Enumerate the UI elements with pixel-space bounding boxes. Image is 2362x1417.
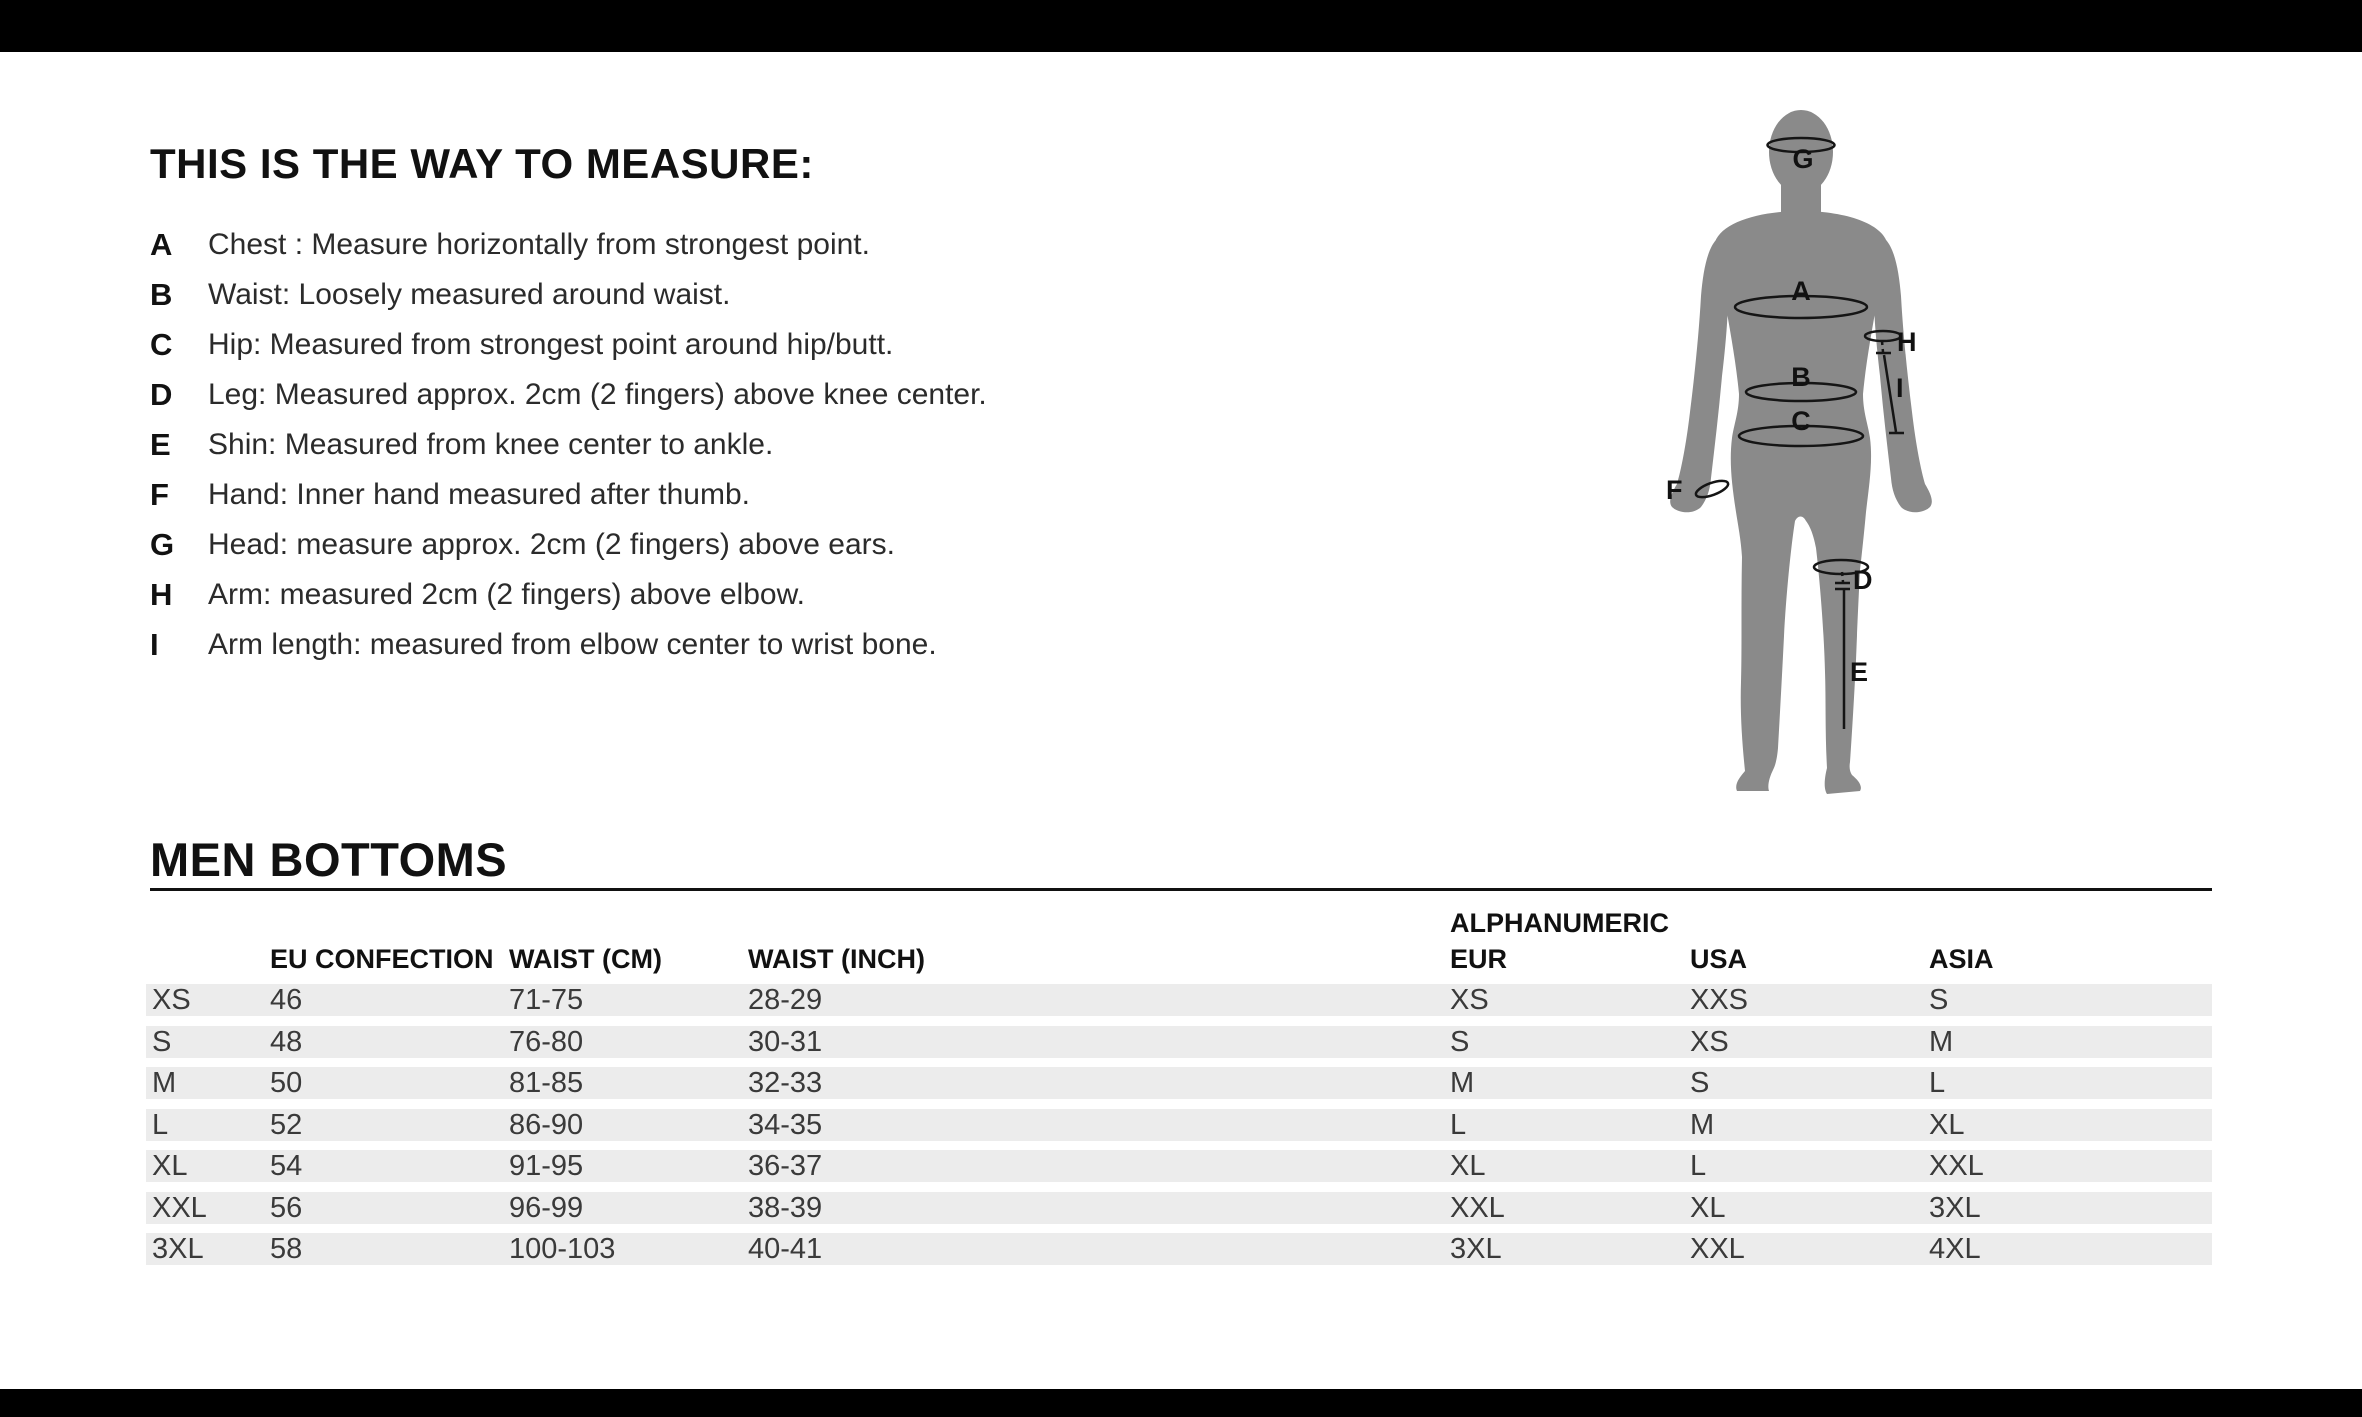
list-item (150, 520, 987, 570)
cell-size: XXL (152, 1192, 207, 1224)
cell-asia: XL (1929, 1109, 1965, 1141)
list-item (150, 620, 987, 670)
cell-eu: 56 (270, 1192, 303, 1224)
cell-waist-inch: 36-37 (748, 1150, 823, 1182)
table-row (146, 1150, 2212, 1182)
column-header-waist-inch: WAIST (INCH) (748, 944, 925, 974)
list-item (150, 420, 987, 470)
table-row (146, 984, 2212, 1016)
list-item (150, 320, 987, 370)
measure-text: Arm length: measured from elbow center to wrist bone. (208, 628, 937, 661)
arm-length-label: I (1896, 373, 1904, 403)
cell-eu: 54 (270, 1150, 303, 1182)
cell-waist-cm: 100-103 (509, 1233, 616, 1265)
cell-usa: S (1690, 1067, 1710, 1099)
measure-text: Shin: Measured from knee center to ankle. (208, 428, 774, 461)
cell-eu: 48 (270, 1026, 303, 1058)
measure-letter: A (150, 227, 173, 262)
table-row (146, 1026, 2212, 1058)
cell-eu: 52 (270, 1109, 303, 1141)
cell-usa: L (1690, 1150, 1707, 1182)
measure-text: Hand: Inner hand measured after thumb. (208, 478, 750, 511)
measure-letter: E (150, 427, 171, 462)
cell-size: M (152, 1067, 177, 1099)
arm-label: H (1897, 327, 1917, 357)
cell-asia: 3XL (1929, 1192, 1981, 1224)
table-row (146, 1233, 2212, 1265)
cell-eur: XS (1450, 984, 1489, 1016)
table-row (146, 1109, 2212, 1141)
cell-eur: XXL (1450, 1192, 1505, 1224)
column-header-waist-cm: WAIST (CM) (509, 944, 662, 974)
list-item (150, 220, 987, 270)
cell-usa: XXS (1690, 984, 1749, 1016)
measure-letter: F (150, 477, 169, 512)
chest-label: A (1791, 276, 1811, 306)
cell-eu: 46 (270, 984, 303, 1016)
figure-left-arm (1670, 240, 1728, 512)
table-row (146, 1192, 2212, 1224)
measure-instruction-list (150, 220, 987, 670)
shin-label: E (1850, 657, 1869, 687)
cell-waist-cm: 96-99 (509, 1192, 584, 1224)
cell-usa: M (1690, 1109, 1715, 1141)
list-item (150, 270, 987, 320)
measure-letter: B (150, 277, 173, 312)
measure-letter: I (150, 627, 159, 662)
hand-label: F (1666, 475, 1683, 505)
cell-size: S (152, 1026, 172, 1058)
cell-waist-inch: 28-29 (748, 984, 823, 1016)
cell-waist-cm: 91-95 (509, 1150, 584, 1182)
cell-eur: 3XL (1450, 1233, 1502, 1265)
cell-waist-cm: 76-80 (509, 1026, 584, 1058)
list-item (150, 370, 987, 420)
cell-asia: XXL (1929, 1150, 1984, 1182)
cell-size: L (152, 1109, 169, 1141)
cell-usa: XS (1690, 1026, 1729, 1058)
leg-label: D (1853, 565, 1873, 595)
cell-waist-inch: 40-41 (748, 1233, 823, 1265)
cell-eur: L (1450, 1109, 1467, 1141)
list-item (150, 470, 987, 520)
measure-guide-title: THIS IS THE WAY TO MEASURE: (150, 140, 814, 187)
cell-usa: XL (1690, 1192, 1726, 1224)
list-item (150, 570, 987, 620)
cell-size: XS (152, 984, 191, 1016)
measure-text: Arm: measured 2cm (2 fingers) above elbow. (208, 578, 805, 611)
bottom-black-bar (0, 1389, 2362, 1417)
cell-waist-inch: 30-31 (748, 1026, 823, 1058)
measure-letter: D (150, 377, 173, 412)
measure-letter: G (150, 527, 175, 562)
cell-eu: 58 (270, 1233, 303, 1265)
cell-size: 3XL (152, 1233, 204, 1265)
cell-eur: M (1450, 1067, 1475, 1099)
cell-waist-cm: 86-90 (509, 1109, 584, 1141)
column-header-eur: EUR (1450, 944, 1508, 974)
cell-asia: 4XL (1929, 1233, 1981, 1265)
head-label: G (1792, 144, 1814, 174)
column-header-eu-confection: EU CONFECTION (270, 944, 494, 974)
cell-asia: S (1929, 984, 1949, 1016)
waist-label: B (1791, 362, 1811, 392)
cell-waist-inch: 34-35 (748, 1109, 823, 1141)
hip-label: C (1791, 406, 1811, 436)
table-title: MEN BOTTOMS (150, 833, 508, 886)
measure-text: Hip: Measured from strongest point around hip/butt. (208, 328, 894, 361)
cell-eur: XL (1450, 1150, 1486, 1182)
cell-waist-cm: 81-85 (509, 1067, 584, 1099)
cell-eur: S (1450, 1026, 1470, 1058)
column-header-usa: USA (1690, 944, 1748, 974)
man-silhouette-figure (1670, 110, 1932, 794)
cell-waist-inch: 32-33 (748, 1067, 823, 1099)
top-black-bar (0, 0, 2362, 52)
title-underline-rule (150, 888, 2212, 891)
column-header-asia: ASIA (1929, 944, 1994, 974)
cell-eu: 50 (270, 1067, 303, 1099)
table-row (146, 1067, 2212, 1099)
measure-text: Chest : Measure horizontally from strongest point. (208, 228, 870, 261)
column-group-header-alphanumeric: ALPHANUMERIC (1450, 908, 1669, 938)
cell-waist-inch: 38-39 (748, 1192, 823, 1224)
body-measurement-diagram (1620, 100, 1980, 810)
cell-size: XL (152, 1150, 188, 1182)
measure-text: Head: measure approx. 2cm (2 fingers) above ears. (208, 528, 895, 561)
measure-letter: C (150, 327, 173, 362)
cell-asia: M (1929, 1026, 1954, 1058)
measure-text: Waist: Loosely measured around waist. (208, 278, 731, 311)
cell-usa: XXL (1690, 1233, 1745, 1265)
cell-waist-cm: 71-75 (509, 984, 584, 1016)
measure-letter: H (150, 577, 173, 612)
measure-text: Leg: Measured approx. 2cm (2 fingers) above knee center. (208, 378, 987, 411)
cell-asia: L (1929, 1067, 1946, 1099)
